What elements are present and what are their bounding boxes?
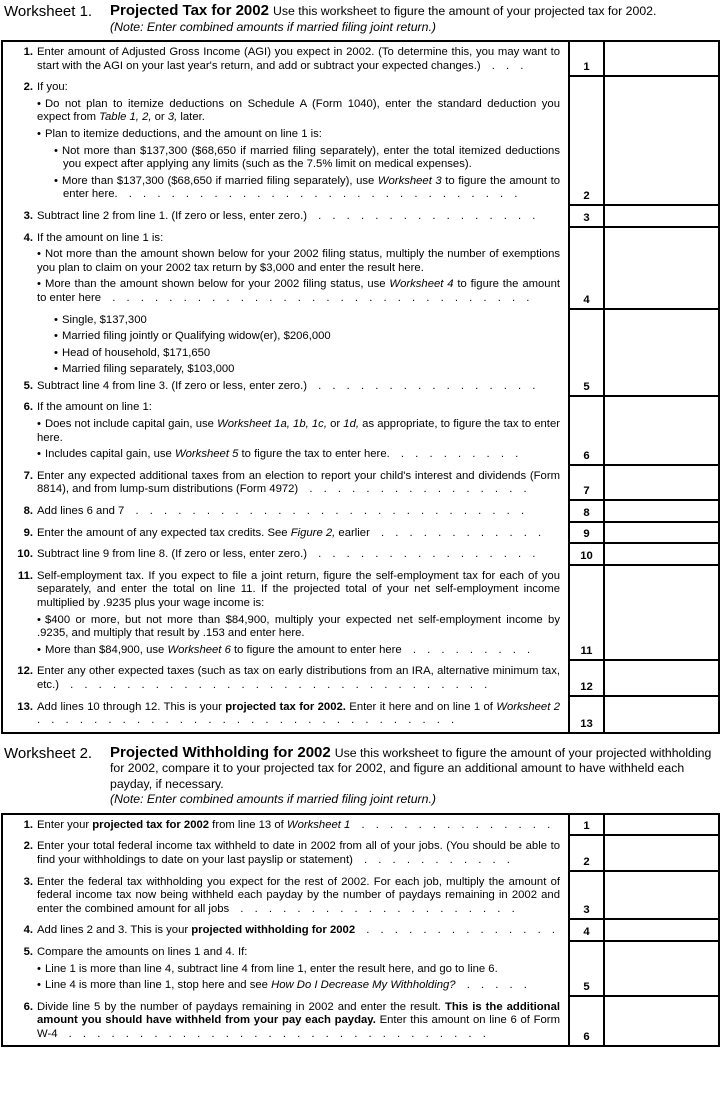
line-item-number: 2. [23, 81, 33, 94]
line-item-number: 12. [17, 665, 33, 678]
row-text-cell [3, 77, 568, 206]
line-number: 3 [583, 211, 590, 224]
document-page [1, 3, 720, 1047]
line-number: 11 [580, 645, 593, 658]
bullet-text: • Not more than the amount shown below for your 2002 filing status, multiply the number of exemptions you plan to claim on your 2002 tax return by $3,000 and enter the result here. [37, 248, 560, 274]
bullet-text: • More than $137,300 ($68,650 if married filing separately), use Worksheet 3 to figure the amount to enter here. . . . . . . . . . . . . . . . . . . . . . . . . . . . . [54, 174, 560, 201]
row-text-cell [3, 942, 568, 997]
bullet-icon: • [54, 330, 58, 343]
row-text-cell [3, 920, 568, 942]
line-item-text: 6. Divide line 5 by the number of paydays remaining in 2002 and enter the result. This is the additional amount you should have withheld from your pay each payday. Enter this amount on line 6 of Form W-4 . . . . . . . . . . . . . . . . . . . . . . . . . . . . . . [3, 1001, 560, 1042]
bullet-icon: • [37, 248, 41, 261]
line-item-text: 4. If the amount on line 1 is: [3, 232, 560, 246]
bullet-text: • Not more than $137,300 ($68,650 if married filing separately), enter the total itemized deductions you expect after applying any limits (such as the 7.5% limit on medical expenses). [54, 144, 560, 171]
line-number-cell [568, 310, 603, 398]
entry-box[interactable] [603, 310, 718, 398]
line-number-cell [568, 566, 603, 662]
entry-box[interactable] [603, 206, 718, 228]
dot-leader: . . . . . . . . . . . . . . . . . . . . . . . . . . . . [124, 505, 525, 518]
bullet-text: • Do not plan to itemize deductions on Schedule A (Form 1040), enter the standard deduction you expect from Table 1, 2, or 3, later. [37, 97, 560, 124]
line-number: 1 [583, 61, 590, 74]
worksheet-row [3, 397, 718, 465]
entry-box[interactable] [603, 228, 718, 310]
dot-leader: . . . . . . . . . . . . . . . . [306, 548, 536, 561]
bullet-text: • Includes capital gain, use Worksheet 5 to figure the tax to enter here. . . . . . . . . . [37, 448, 519, 461]
worksheet-row [3, 466, 718, 501]
line-number: 1 [583, 820, 590, 833]
line-number: 3 [583, 904, 590, 917]
line-number-cell [568, 397, 603, 465]
line-item-number: 3. [23, 209, 33, 222]
row-text-cell [3, 310, 568, 398]
italic-text: Worksheet 2 [496, 700, 561, 713]
bullet-text: • Married filing jointly or Qualifying widow(er), $206,000 [54, 330, 331, 343]
line-item-text: 10. Subtract line 9 from line 8. (If zero or less, enter zero.) . . . . . . . . . . . . . . . . [3, 548, 560, 562]
line-number-cell [568, 836, 603, 871]
worksheet-row [3, 42, 718, 77]
entry-box[interactable] [603, 466, 718, 501]
row-text-cell [3, 872, 568, 921]
row-text-cell [3, 466, 568, 501]
line-item-text: 13. Add lines 10 through 12. This is your projected tax for 2002. Enter it here and on line 1 of Worksheet 2 . . . . . . . . . . . . . . . . . . . . . . . . . . . . . . [3, 701, 560, 728]
bold-text: projected tax for 2002 [92, 818, 210, 831]
row-text-cell [3, 997, 568, 1046]
dot-leader: . . . . . . . . . . . [352, 853, 510, 866]
line-item-text: 9. Enter the amount of any expected tax credits. See Figure 2, earlier . . . . . . . . . . . . [3, 527, 560, 541]
row-text-cell [3, 206, 568, 228]
worksheet-title: Projected Tax for 2002 [110, 2, 269, 19]
worksheet-row [3, 228, 718, 310]
line-number-cell [568, 697, 603, 732]
entry-box[interactable] [603, 661, 718, 696]
line-item-number: 6. [23, 401, 33, 414]
bullet-icon: • [54, 144, 58, 157]
worksheet-note: (Note: Enter combined amounts if married filing joint return.) [110, 19, 437, 34]
italic-text: Figure 2, [290, 526, 336, 539]
line-number-cell [568, 815, 603, 837]
line-item-number: 1. [23, 46, 33, 58]
row-text-cell [3, 661, 568, 696]
bullet-text: • Single, $137,300 [54, 313, 147, 326]
line-item-number: 4. [23, 231, 33, 244]
worksheet-label: Worksheet 1. [4, 3, 93, 20]
bullet-icon: • [54, 174, 58, 187]
bullet-icon: • [37, 127, 41, 140]
bullet-icon: • [54, 346, 58, 359]
line-item-number: 9. [23, 526, 33, 539]
bold-text: projected tax for 2002. [225, 700, 346, 713]
dot-leader: . . . . . . . . . . . . . . . . [306, 379, 536, 392]
bold-text: projected withholding for 2002 [191, 924, 356, 937]
row-text-cell [3, 815, 568, 837]
bullet-text: • Head of household, $171,650 [54, 346, 211, 359]
line-number: 10 [580, 549, 593, 562]
worksheet-row [3, 997, 718, 1046]
line-number-cell [568, 206, 603, 228]
bullet-text: • Plan to itemize deductions, and the amount on line 1 is: [37, 127, 322, 140]
line-number-cell [568, 661, 603, 696]
italic-text: Table 1, 2, [99, 111, 152, 124]
row-text-cell [3, 697, 568, 732]
line-item-text: 5. Subtract line 4 from line 3. (If zero or less, enter zero.) . . . . . . . . . . . . . . . . [3, 380, 560, 394]
line-item-number: 7. [23, 469, 33, 482]
bullet-text: • Married filing separately, $103,000 [54, 363, 235, 376]
bullet-text: • Does not include capital gain, use Worksheet 1a, 1b, 1c, or 1d, as appropriate, to figure the tax to enter here. [37, 418, 560, 444]
line-item-number: 5. [23, 379, 33, 392]
row-text-cell [3, 397, 568, 465]
entry-box[interactable] [603, 920, 718, 942]
line-item-text: 3. Enter the federal tax withholding you expect for the rest of 2002. For each job, multiply the amount of federal income tax now being withheld each payday by the number of paydays remaining in 2002 and enter the combined amount for all jobs . . . . . . . . . . . . . . . . . . . . [3, 876, 560, 917]
line-item-text: 3. Subtract line 2 from line 1. (If zero or less, enter zero.) . . . . . . . . . . . . . . . . [3, 210, 560, 224]
dot-leader: . . . . . . . . . . . . . . . . [306, 209, 536, 222]
bullet-icon: • [37, 979, 41, 992]
bullet-icon: • [37, 448, 41, 461]
bullet-text: • $400 or more, but not more than $84,900, multiply your expected net self-employment income by .9235, and multiply that result by .153 and enter here. [37, 613, 560, 640]
worksheet-row [3, 77, 718, 206]
worksheet-header-body [110, 3, 720, 35]
bullet-icon: • [54, 313, 58, 326]
line-number-cell [568, 997, 603, 1046]
line-number-cell [568, 920, 603, 942]
worksheet-row [3, 544, 718, 566]
dot-leader: . . . . . . . . . . . . . . . . [298, 483, 527, 496]
italic-text: Worksheet 3 [377, 174, 442, 187]
row-text-cell [3, 544, 568, 566]
worksheet-2-header [4, 745, 720, 808]
italic-text: Worksheet 1 [286, 818, 351, 831]
worksheet-row [3, 920, 718, 942]
italic-text: 1d, [343, 418, 360, 431]
entry-box[interactable] [603, 942, 718, 997]
italic-text: Worksheet 4 [389, 278, 454, 291]
row-text-cell [3, 523, 568, 545]
row-text-cell [3, 42, 568, 77]
entry-box[interactable] [603, 397, 718, 465]
line-number-cell [568, 42, 603, 77]
worksheet-intro: Use this worksheet to figure the amount of your projected tax for 2002. [272, 4, 657, 18]
dot-leader: . . . . . . . . . . . . . . . . . . . . . . . . . . . . [117, 188, 518, 201]
line-number-cell [568, 77, 603, 206]
line-item-number: 2. [23, 840, 33, 853]
line-item-text: 1. Enter your projected tax for 2002 from line 13 of Worksheet 1 . . . . . . . . . . . . . . [3, 819, 560, 833]
worksheet-header-body [110, 745, 720, 808]
worksheet-intro: Use this worksheet to figure the amount of your projected withholding for 2002, compare it to your projected tax for 2002, and figure an additional amount to have withheld each payday, if necessary. [110, 745, 712, 791]
line-item-text: 8. Add lines 6 and 7 . . . . . . . . . . . . . . . . . . . . . . . . . . . . [3, 505, 560, 519]
bullet-icon: • [37, 643, 41, 656]
dot-leader: . . . . . . . . . [401, 643, 531, 656]
line-number-cell [568, 501, 603, 523]
dot-leader: . . . . . . . . . . . . . . . . . . . . [229, 902, 515, 915]
line-number-cell [568, 942, 603, 997]
line-item-text: 2. If you: [3, 81, 560, 95]
line-number: 4 [583, 925, 590, 938]
line-item-number: 5. [23, 945, 33, 958]
bullet-icon: • [37, 613, 41, 626]
dot-leader: . . . . . . . . . . . . . . . . . . . . . . . . . . . . . . [58, 678, 488, 691]
line-number: 6 [583, 1031, 590, 1044]
entry-box[interactable] [603, 523, 718, 545]
bullet-icon: • [54, 363, 58, 376]
row-text-cell [3, 501, 568, 523]
line-item-text: 11. Self-employment tax. If you expect to file a joint return, figure the self-employment tax for each of you separately, and enter the total on line 11. If the projected total of your net self-employment income multiplied by .9235 plus your wage income is: [3, 570, 560, 611]
line-item-number: 6. [23, 1000, 33, 1013]
bold-text: This is the additional amount you should have withheld from your pay each payday. [37, 1000, 560, 1027]
entry-box[interactable] [603, 815, 718, 837]
line-number: 2 [583, 855, 590, 868]
bullet-icon: • [37, 97, 41, 110]
italic-text: Worksheet 6 [167, 643, 231, 656]
line-item-text: 12. Enter any other expected taxes (such as tax on early distributions from an IRA, alternative minimum tax, etc.) . . . . . . . . . . . . . . . . . . . . . . . . . . . . . . [3, 665, 560, 692]
worksheet-row [3, 661, 718, 696]
row-text-cell [3, 566, 568, 662]
bullet-text: • Line 4 is more than line 1, stop here and see How Do I Decrease My Withholding? . . . . . [37, 979, 527, 992]
line-number-cell [568, 466, 603, 501]
line-number-cell [568, 228, 603, 310]
worksheet-row [3, 566, 718, 662]
worksheet-row [3, 206, 718, 228]
line-number-cell [568, 523, 603, 545]
dot-leader: . . . . . . . . . . . . . . [355, 924, 555, 937]
italic-text: Worksheet 1a, 1b, 1c, [217, 418, 327, 431]
worksheet-row [3, 942, 718, 997]
line-item-number: 11. [17, 569, 33, 582]
worksheet-1-header [4, 3, 720, 35]
worksheet-2-section [1, 745, 720, 1048]
worksheet-row [3, 523, 718, 545]
line-number: 8 [583, 506, 590, 519]
line-item-text: 6. If the amount on line 1: [3, 401, 560, 415]
line-item-text: 4. Add lines 2 and 3. This is your projected withholding for 2002 . . . . . . . . . . . . . . [3, 924, 560, 938]
row-text-cell [3, 836, 568, 871]
line-item-text: 1. Enter amount of Adjusted Gross Income (AGI) you expect in 2002. (To determine this, you may want to start with the AGI on your last year's return, and add or subtract your expected changes.) . . . [3, 46, 560, 73]
line-item-number: 8. [23, 505, 33, 518]
worksheet-row [3, 815, 718, 837]
dot-leader: . . . . . [455, 979, 527, 992]
line-number: 12 [580, 680, 593, 693]
worksheet-table [1, 813, 720, 1048]
line-item-text: 2. Enter your total federal income tax withheld to date in 2002 from all of your jobs. (You should be able to find your withholdings to date on your last payslip or statement) . . . . . . . . . . . [3, 840, 560, 867]
italic-text: Worksheet 5 [174, 448, 239, 461]
dot-leader: . . . . . . . . . . . . . . . . . . . . . . . . . . . . . . [37, 714, 455, 727]
dot-leader: . . . . . . . . . . . . . . . . . . . . . . . . . . . . . . [101, 291, 530, 304]
line-number-cell [568, 544, 603, 566]
line-number: 7 [583, 485, 590, 498]
worksheet-title: Projected Withholding for 2002 [110, 743, 331, 761]
dot-leader: . . . [480, 59, 524, 72]
italic-text: How Do I Decrease My Withholding? [271, 979, 456, 992]
line-number: 5 [583, 980, 590, 993]
entry-box[interactable] [603, 77, 718, 206]
line-number-cell [568, 872, 603, 921]
line-item-number: 3. [23, 875, 33, 888]
line-number: 2 [583, 189, 590, 202]
row-text-cell [3, 228, 568, 310]
dot-leader: . . . . . . . . . . . . . . . . . . . . . . . . . . . . . . [57, 1027, 486, 1040]
italic-text: 3, [167, 111, 178, 124]
line-number: 6 [583, 449, 590, 462]
line-number: 5 [583, 381, 590, 394]
worksheet-row [3, 501, 718, 523]
line-item-text: 7. Enter any expected additional taxes from an election to report your child's interest and dividends (Form 8814), and from lump-sum distributions (Form 4972) . . . . . . . . . . . . . . . . [3, 470, 560, 497]
dot-leader: . . . . . . . . . . . . . . [350, 818, 551, 831]
bullet-icon: • [37, 418, 41, 431]
dot-leader: . . . . . . . . . . . . [369, 526, 542, 539]
line-number: 9 [583, 528, 590, 541]
entry-box[interactable] [603, 836, 718, 871]
entry-box[interactable] [603, 697, 718, 732]
dot-leader: . . . . . . . . . [389, 448, 519, 461]
line-item-text: 5. Compare the amounts on lines 1 and 4. If: [3, 946, 560, 960]
entry-box[interactable] [603, 872, 718, 921]
worksheet-row [3, 310, 718, 398]
line-number: 4 [583, 293, 590, 306]
entry-box[interactable] [603, 566, 718, 662]
worksheet-row [3, 836, 718, 871]
bullet-text: • More than the amount shown below for your 2002 filing status, use Worksheet 4 to figure the amount to enter here . . . . . . . . . . . . . . . . . . . . . . . . . . . . . . [37, 278, 560, 304]
entry-box[interactable] [603, 997, 718, 1046]
worksheet-table [1, 40, 720, 734]
worksheet-row [3, 872, 718, 921]
worksheet-note: (Note: Enter combined amounts if married filing joint return.) [110, 792, 437, 807]
bullet-icon: • [37, 278, 41, 291]
worksheet-label: Worksheet 2. [4, 744, 93, 762]
bullet-text: • More than $84,900, use Worksheet 6 to figure the amount to enter here . . . . . . . . . [37, 643, 531, 656]
line-item-number: 1. [23, 818, 33, 831]
entry-box[interactable] [603, 544, 718, 566]
line-item-number: 13. [17, 700, 33, 713]
line-item-number: 4. [23, 924, 33, 937]
worksheet-row [3, 697, 718, 732]
worksheet-1-section [1, 3, 720, 734]
line-item-number: 10. [17, 548, 33, 561]
bullet-icon: • [37, 962, 41, 975]
bullet-text: • Line 1 is more than line 4, subtract line 4 from line 1, enter the result here, and go to line 6. [37, 962, 498, 975]
entry-box[interactable] [603, 501, 718, 523]
entry-box[interactable] [603, 42, 718, 77]
line-number: 13 [580, 717, 593, 730]
